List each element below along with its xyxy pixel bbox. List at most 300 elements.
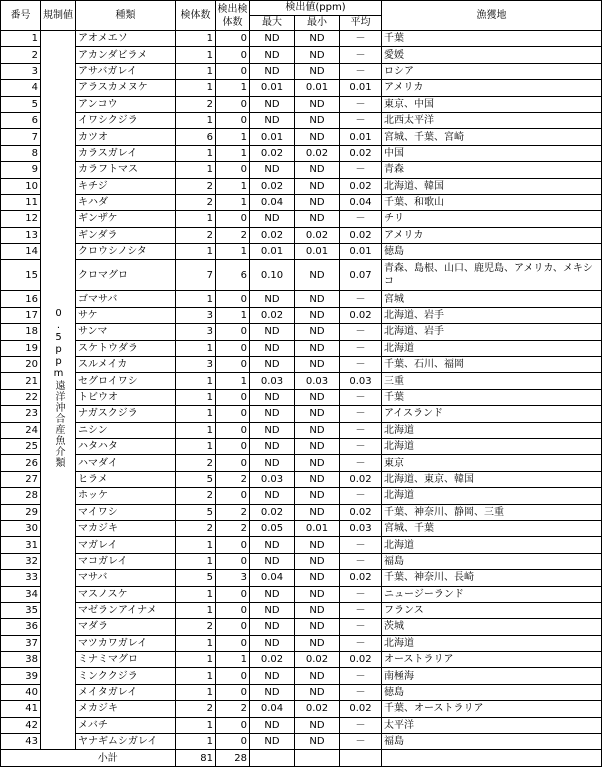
min-value: 0.01	[295, 80, 340, 96]
table-row	[1, 47, 602, 63]
row-number: 9	[1, 162, 41, 178]
max-value: 0.03	[250, 373, 295, 389]
detected-count: 1	[216, 178, 250, 194]
avg-value: －	[340, 112, 382, 128]
max-value: ND	[250, 340, 295, 356]
min-value: 0.01	[295, 244, 340, 260]
header-origin: 漁獲地	[382, 1, 602, 31]
row-number: 31	[1, 537, 41, 553]
detected-count: 1	[216, 244, 250, 260]
species-name: マスノスケ	[76, 586, 176, 602]
origin: 東京	[382, 455, 602, 471]
avg-value: －	[340, 537, 382, 553]
detected-count: 0	[216, 162, 250, 178]
table-row	[1, 96, 602, 112]
header-detected-value: 検出値(ppm)	[250, 1, 382, 16]
row-number: 25	[1, 438, 41, 454]
sample-count: 1	[176, 244, 216, 260]
max-value: ND	[250, 211, 295, 227]
sample-count: 1	[176, 389, 216, 405]
sample-count: 1	[176, 438, 216, 454]
subtotal-spacer	[1, 750, 41, 767]
table-row	[1, 357, 602, 373]
species-name: キチジ	[76, 178, 176, 194]
sample-count: 2	[176, 194, 216, 210]
avg-value: －	[340, 357, 382, 373]
species-name: カツオ	[76, 129, 176, 145]
sample-count: 2	[176, 619, 216, 635]
avg-value: 0.02	[340, 227, 382, 243]
row-number: 3	[1, 63, 41, 79]
min-value: ND	[295, 602, 340, 618]
max-value: ND	[250, 422, 295, 438]
sample-count: 2	[176, 520, 216, 536]
detected-count: 0	[216, 340, 250, 356]
table-row	[1, 619, 602, 635]
detected-count: 2	[216, 504, 250, 520]
species-name: メバチ	[76, 717, 176, 733]
sample-count: 1	[176, 652, 216, 668]
sample-count: 1	[176, 47, 216, 63]
row-number: 19	[1, 340, 41, 356]
origin: 茨城	[382, 619, 602, 635]
table-row	[1, 684, 602, 700]
origin: 福島	[382, 734, 602, 750]
avg-value: －	[340, 586, 382, 602]
species-name: サンマ	[76, 324, 176, 340]
max-value: ND	[250, 162, 295, 178]
avg-value: 0.07	[340, 260, 382, 291]
species-name: アカンダビラメ	[76, 47, 176, 63]
max-value: 0.01	[250, 244, 295, 260]
origin: 南極海	[382, 668, 602, 684]
species-name: クロマグロ	[76, 260, 176, 291]
table-row	[1, 652, 602, 668]
min-value: ND	[295, 162, 340, 178]
origin: 宮城、千葉、宮崎	[382, 129, 602, 145]
min-value: ND	[295, 31, 340, 47]
origin: 北海道	[382, 340, 602, 356]
avg-value: 0.02	[340, 178, 382, 194]
table-row	[1, 145, 602, 161]
origin: 北海道、岩手	[382, 307, 602, 323]
max-value: 0.04	[250, 194, 295, 210]
min-value: ND	[295, 684, 340, 700]
species-name: ホッケ	[76, 488, 176, 504]
species-name: トビウオ	[76, 389, 176, 405]
avg-value: －	[340, 340, 382, 356]
row-number: 14	[1, 244, 41, 260]
header-detected-samples: 検出検体数	[216, 1, 250, 31]
max-value: ND	[250, 734, 295, 750]
row-number: 10	[1, 178, 41, 194]
detected-count: 0	[216, 47, 250, 63]
detected-count: 0	[216, 324, 250, 340]
max-value: ND	[250, 63, 295, 79]
detected-count: 2	[216, 227, 250, 243]
sample-count: 1	[176, 80, 216, 96]
max-value: ND	[250, 112, 295, 128]
species-name: マダラ	[76, 619, 176, 635]
table-row	[1, 129, 602, 145]
sample-count: 1	[176, 406, 216, 422]
min-value: ND	[295, 96, 340, 112]
row-number: 36	[1, 619, 41, 635]
avg-value: 0.03	[340, 373, 382, 389]
table-row	[1, 455, 602, 471]
species-name: アラスカメヌケ	[76, 80, 176, 96]
header-avg: 平均	[340, 16, 382, 31]
min-value: ND	[295, 471, 340, 487]
avg-value: －	[340, 211, 382, 227]
table-row	[1, 717, 602, 733]
row-number: 7	[1, 129, 41, 145]
origin: 北海道、岩手	[382, 324, 602, 340]
sample-count: 2	[176, 701, 216, 717]
species-name: イワシクジラ	[76, 112, 176, 128]
max-value: ND	[250, 553, 295, 569]
min-value: ND	[295, 504, 340, 520]
row-number: 22	[1, 389, 41, 405]
detected-count: 0	[216, 586, 250, 602]
detected-count: 0	[216, 619, 250, 635]
sample-count: 1	[176, 602, 216, 618]
sample-count: 1	[176, 112, 216, 128]
detected-count: 1	[216, 373, 250, 389]
detected-count: 0	[216, 717, 250, 733]
max-value: ND	[250, 668, 295, 684]
min-value: ND	[295, 586, 340, 602]
min-value: 0.02	[295, 145, 340, 161]
origin: 千葉	[382, 389, 602, 405]
row-number: 5	[1, 96, 41, 112]
origin: アメリカ	[382, 80, 602, 96]
max-value: 0.03	[250, 471, 295, 487]
origin: 福島	[382, 553, 602, 569]
species-name: カラスガレイ	[76, 145, 176, 161]
table-row	[1, 112, 602, 128]
row-number: 34	[1, 586, 41, 602]
row-number: 15	[1, 260, 41, 291]
table-row	[1, 227, 602, 243]
avg-value: －	[340, 389, 382, 405]
origin: フランス	[382, 602, 602, 618]
max-value: ND	[250, 47, 295, 63]
avg-value: 0.02	[340, 307, 382, 323]
table-row	[1, 389, 602, 405]
max-value: ND	[250, 635, 295, 651]
origin: 千葉、神奈川、静岡、三重	[382, 504, 602, 520]
sample-count: 1	[176, 684, 216, 700]
min-value: ND	[295, 668, 340, 684]
max-value: ND	[250, 586, 295, 602]
table-row	[1, 471, 602, 487]
sample-count: 6	[176, 129, 216, 145]
max-value: ND	[250, 619, 295, 635]
origin: 青森	[382, 162, 602, 178]
detected-count: 0	[216, 406, 250, 422]
sample-count: 7	[176, 260, 216, 291]
max-value: ND	[250, 357, 295, 373]
min-value: ND	[295, 553, 340, 569]
min-value: ND	[295, 129, 340, 145]
origin: 中国	[382, 145, 602, 161]
table-body	[1, 31, 602, 767]
avg-value: －	[340, 324, 382, 340]
avg-value: －	[340, 96, 382, 112]
table-row	[1, 406, 602, 422]
row-number: 1	[1, 31, 41, 47]
species-name: スルメイカ	[76, 357, 176, 373]
sample-count: 1	[176, 373, 216, 389]
species-name: アンコウ	[76, 96, 176, 112]
max-value: ND	[250, 324, 295, 340]
avg-value: －	[340, 602, 382, 618]
species-name: マゼランアイナメ	[76, 602, 176, 618]
table-row	[1, 373, 602, 389]
detected-count: 2	[216, 520, 250, 536]
sample-count: 2	[176, 227, 216, 243]
origin: 太平洋	[382, 717, 602, 733]
avg-value: 0.02	[340, 504, 382, 520]
species-name: マコガレイ	[76, 553, 176, 569]
detected-count: 0	[216, 31, 250, 47]
min-value: ND	[295, 570, 340, 586]
max-value: ND	[250, 455, 295, 471]
detected-count: 0	[216, 438, 250, 454]
row-number: 32	[1, 553, 41, 569]
max-value: 0.01	[250, 129, 295, 145]
origin: 三重	[382, 373, 602, 389]
origin: 千葉	[382, 31, 602, 47]
species-name: カラフトマス	[76, 162, 176, 178]
table-row	[1, 291, 602, 307]
avg-value: －	[340, 438, 382, 454]
avg-value: 0.03	[340, 520, 382, 536]
detected-count: 1	[216, 80, 250, 96]
row-number: 6	[1, 112, 41, 128]
avg-value: －	[340, 717, 382, 733]
sample-count: 1	[176, 422, 216, 438]
sample-count: 2	[176, 455, 216, 471]
detected-count: 0	[216, 553, 250, 569]
origin: 千葉、オーストラリア	[382, 701, 602, 717]
sample-count: 5	[176, 504, 216, 520]
table-row	[1, 244, 602, 260]
avg-value: －	[340, 63, 382, 79]
subtotal-empty-cell	[250, 750, 295, 767]
min-value: 0.02	[295, 227, 340, 243]
max-value: ND	[250, 717, 295, 733]
detected-count: 2	[216, 701, 250, 717]
row-number: 33	[1, 570, 41, 586]
min-value: ND	[295, 734, 340, 750]
sample-count: 1	[176, 586, 216, 602]
origin: 徳島	[382, 244, 602, 260]
row-number: 12	[1, 211, 41, 227]
row-number: 27	[1, 471, 41, 487]
max-value: 0.04	[250, 570, 295, 586]
detected-count: 0	[216, 635, 250, 651]
avg-value: －	[340, 488, 382, 504]
table-row	[1, 422, 602, 438]
min-value: ND	[295, 63, 340, 79]
detected-count: 0	[216, 734, 250, 750]
min-value: 0.03	[295, 373, 340, 389]
sample-count: 3	[176, 307, 216, 323]
table-row	[1, 31, 602, 47]
max-value: ND	[250, 537, 295, 553]
detected-count: 0	[216, 455, 250, 471]
max-value: 0.02	[250, 227, 295, 243]
row-number: 18	[1, 324, 41, 340]
species-name: ミンククジラ	[76, 668, 176, 684]
sample-count: 1	[176, 553, 216, 569]
sample-count: 1	[176, 537, 216, 553]
sample-count: 1	[176, 635, 216, 651]
origin: 青森、島根、山口、鹿児島、アメリカ、メキシコ	[382, 260, 602, 291]
subtotal-label: 小計	[41, 750, 176, 767]
min-value: ND	[295, 260, 340, 291]
avg-value: 0.02	[340, 652, 382, 668]
row-number: 37	[1, 635, 41, 651]
avg-value: －	[340, 734, 382, 750]
table-row	[1, 194, 602, 210]
avg-value: －	[340, 406, 382, 422]
avg-value: 0.01	[340, 80, 382, 96]
table-row	[1, 586, 602, 602]
row-number: 16	[1, 291, 41, 307]
detected-count: 1	[216, 652, 250, 668]
row-number: 43	[1, 734, 41, 750]
sample-count: 3	[176, 324, 216, 340]
avg-value: －	[340, 635, 382, 651]
sample-count: 1	[176, 211, 216, 227]
row-number: 17	[1, 307, 41, 323]
table-row	[1, 570, 602, 586]
detected-count: 0	[216, 63, 250, 79]
row-number: 29	[1, 504, 41, 520]
origin: 千葉、和歌山	[382, 194, 602, 210]
species-name: スケトウダラ	[76, 340, 176, 356]
min-value: ND	[295, 194, 340, 210]
max-value: ND	[250, 406, 295, 422]
regulation-value-cell	[41, 31, 76, 750]
species-name: マガレイ	[76, 537, 176, 553]
sample-count: 1	[176, 717, 216, 733]
min-value: 0.02	[295, 701, 340, 717]
detected-count: 0	[216, 684, 250, 700]
species-name: アサバガレイ	[76, 63, 176, 79]
min-value: ND	[295, 112, 340, 128]
sample-count: 1	[176, 734, 216, 750]
species-name: メカジキ	[76, 701, 176, 717]
row-number: 35	[1, 602, 41, 618]
detected-count: 0	[216, 422, 250, 438]
max-value: ND	[250, 389, 295, 405]
avg-value: －	[340, 291, 382, 307]
species-name: メイタガレイ	[76, 684, 176, 700]
regulation-value: 0.5ppm遠洋沖合産魚介類	[53, 307, 64, 468]
origin: 千葉、神奈川、長崎	[382, 570, 602, 586]
table-row	[1, 80, 602, 96]
max-value: ND	[250, 602, 295, 618]
origin: ニュージーランド	[382, 586, 602, 602]
detected-count: 0	[216, 112, 250, 128]
table-header	[1, 1, 602, 31]
table-row	[1, 602, 602, 618]
sample-count: 1	[176, 162, 216, 178]
species-name: セグロイワシ	[76, 373, 176, 389]
min-value: ND	[295, 537, 340, 553]
max-value: 0.02	[250, 307, 295, 323]
table-row	[1, 504, 602, 520]
origin: 北海道	[382, 438, 602, 454]
origin: チリ	[382, 211, 602, 227]
avg-value: 0.01	[340, 244, 382, 260]
header-regulation: 規制値	[41, 1, 76, 31]
row-number: 21	[1, 373, 41, 389]
sample-count: 5	[176, 570, 216, 586]
origin: 千葉、石川、福岡	[382, 357, 602, 373]
min-value: ND	[295, 422, 340, 438]
max-value: 0.10	[250, 260, 295, 291]
origin: 徳島	[382, 684, 602, 700]
table-row	[1, 438, 602, 454]
min-value: ND	[295, 455, 340, 471]
row-number: 2	[1, 47, 41, 63]
species-name: キハダ	[76, 194, 176, 210]
row-number: 26	[1, 455, 41, 471]
avg-value: 0.01	[340, 129, 382, 145]
row-number: 40	[1, 684, 41, 700]
avg-value: 0.02	[340, 701, 382, 717]
origin: 愛媛	[382, 47, 602, 63]
sample-count: 2	[176, 488, 216, 504]
origin: 北海道	[382, 635, 602, 651]
species-name: ギンザケ	[76, 211, 176, 227]
min-value: ND	[295, 438, 340, 454]
detected-count: 0	[216, 211, 250, 227]
subtotal-empty-cell	[295, 750, 340, 767]
min-value: ND	[295, 406, 340, 422]
species-name: ニシン	[76, 422, 176, 438]
detected-count: 3	[216, 570, 250, 586]
detected-count: 0	[216, 96, 250, 112]
sample-count: 1	[176, 340, 216, 356]
detected-count: 1	[216, 145, 250, 161]
min-value: ND	[295, 307, 340, 323]
sample-count: 5	[176, 471, 216, 487]
avg-value: 0.02	[340, 145, 382, 161]
row-number: 38	[1, 652, 41, 668]
origin: 宮城、千葉	[382, 520, 602, 536]
origin: 北西太平洋	[382, 112, 602, 128]
detected-count: 0	[216, 537, 250, 553]
species-name: ハマダイ	[76, 455, 176, 471]
detected-count: 1	[216, 194, 250, 210]
subtotal-empty-cell	[340, 750, 382, 767]
origin: オーストラリア	[382, 652, 602, 668]
table-row	[1, 63, 602, 79]
min-value: ND	[295, 211, 340, 227]
species-name: サケ	[76, 307, 176, 323]
species-name: ミナミマグロ	[76, 652, 176, 668]
species-name: アオメエソ	[76, 31, 176, 47]
detected-count: 1	[216, 129, 250, 145]
row-number: 24	[1, 422, 41, 438]
species-name: マカジキ	[76, 520, 176, 536]
